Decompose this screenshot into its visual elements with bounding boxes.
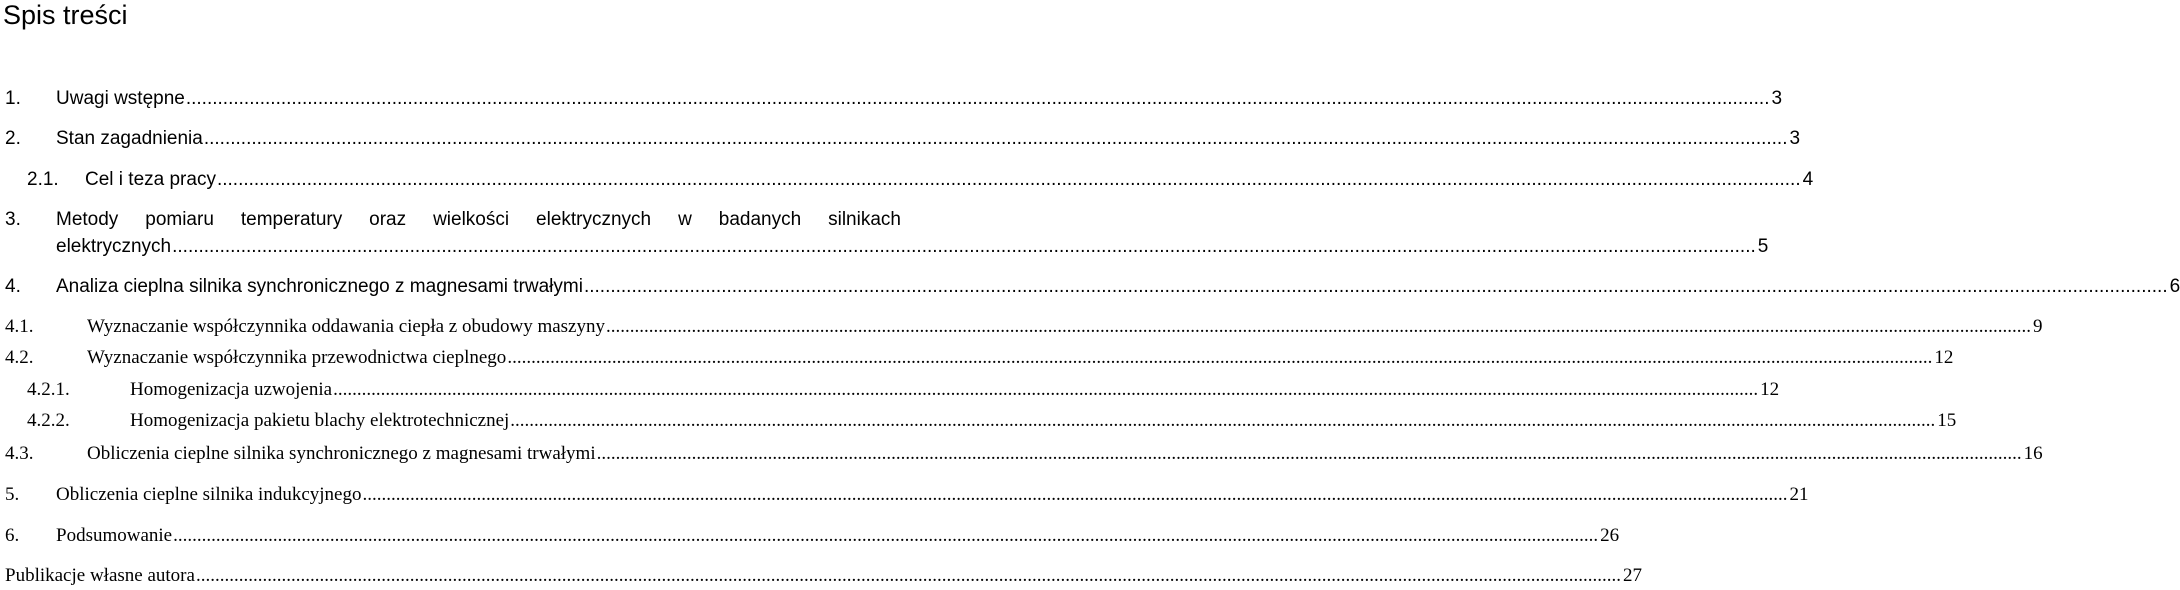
- toc-word: oraz: [369, 209, 407, 230]
- leader-dots: ............................................................................................................................................................................................................................................................................................................: [583, 276, 2168, 297]
- leader-dots: ............................................................................................................................................................................................................................................................................................................: [172, 236, 1756, 257]
- leader-dots: ............................................................................................................................................................................................................................................................................................................: [173, 525, 1599, 546]
- toc-entry-page: 12: [1760, 379, 1780, 400]
- toc-entry-page: 6: [2169, 276, 2180, 297]
- toc-entry-6[interactable]: [0, 525, 1620, 547]
- leader-dots: ............................................................................................................................................................................................................................................................................................................: [333, 379, 1759, 400]
- leader-dots: ............................................................................................................................................................................................................................................................................................................: [203, 128, 1788, 149]
- toc-word: silnikach: [828, 209, 901, 230]
- toc-entry-page: 3: [1789, 128, 1801, 149]
- toc-entry-4[interactable]: [0, 276, 2180, 298]
- toc-entry-page: 15: [1937, 410, 1957, 431]
- toc-word: elektrycznych: [536, 209, 652, 230]
- toc-entry-label: Publikacje własne autora: [5, 565, 195, 586]
- toc-entry-publications[interactable]: [0, 565, 1642, 587]
- toc-entry-number: 4.: [5, 276, 21, 297]
- page-title: Spis treści: [3, 0, 128, 30]
- toc-entry-page: 3: [1771, 88, 1783, 109]
- leader-dots: ............................................................................................................................................................................................................................................................................................................: [362, 484, 1788, 505]
- toc-entry-page: 12: [1934, 347, 1954, 368]
- leader-dots: ............................................................................................................................................................................................................................................................................................................: [606, 316, 2031, 337]
- toc-entry-number: 3.: [5, 209, 21, 230]
- toc-entry-number: 1.: [5, 88, 21, 109]
- toc-entry-number: 2.1.: [27, 169, 59, 190]
- toc-entry-label: Homogenizacja pakietu blachy elektrotechnicznej: [130, 410, 510, 431]
- leader-dots: ............................................................................................................................................................................................................................................................................................................: [507, 347, 1933, 368]
- toc-word: Metody: [56, 209, 119, 230]
- toc-word: temperatury: [240, 209, 343, 230]
- toc-entry-number: 5.: [5, 484, 20, 505]
- toc-entry-label: Cel i teza pracy: [85, 169, 216, 190]
- leader-dots: ............................................................................................................................................................................................................................................................................................................: [510, 410, 1936, 431]
- toc-entry-page: 5: [1757, 236, 1769, 257]
- toc-entry-label: Obliczenia cieplne silnika indukcyjnego: [56, 484, 362, 505]
- toc-entry-4-2[interactable]: [0, 347, 1954, 369]
- toc-word: pomiaru: [145, 209, 214, 230]
- toc-entry-3[interactable]: [0, 236, 1769, 258]
- toc-entry-label: Podsumowanie: [56, 525, 173, 546]
- toc-entry-number: 4.2.: [5, 347, 34, 368]
- toc-entry-page: 26: [1600, 525, 1620, 546]
- leader-dots: ............................................................................................................................................................................................................................................................................................................: [216, 169, 1801, 190]
- toc-word: badanych: [718, 209, 802, 230]
- toc-entry-label: Obliczenia cieplne silnika synchronicznego z magnesami trwałymi: [87, 443, 596, 464]
- toc-entry-number: 4.3.: [5, 443, 34, 464]
- toc-entry-1[interactable]: [0, 88, 1783, 110]
- leader-dots: ............................................................................................................................................................................................................................................................................................................: [596, 443, 2022, 464]
- toc-entry-label: Uwagi wstępne: [56, 88, 185, 109]
- toc-entry-page: 4: [1802, 169, 1814, 190]
- leader-dots: ............................................................................................................................................................................................................................................................................................................: [185, 88, 1770, 109]
- toc-entry-page: 16: [2023, 443, 2043, 464]
- toc-entry-4-2-2[interactable]: [0, 410, 1957, 432]
- toc-entry-number: 4.2.2.: [27, 410, 70, 431]
- toc-entry-4-3[interactable]: [0, 443, 2043, 465]
- leader-dots: ............................................................................................................................................................................................................................................................................................................: [195, 565, 1621, 586]
- toc-entry-number: 6.: [5, 525, 20, 546]
- toc-entry-label: elektrycznych: [56, 236, 172, 257]
- toc-entry-3-number: [0, 209, 60, 231]
- toc-word: wielkości: [433, 209, 510, 230]
- toc-entry-number: 4.1.: [5, 316, 34, 337]
- toc-entry-4-1[interactable]: [0, 316, 2043, 338]
- toc-entry-number: 2.: [5, 128, 21, 149]
- toc-entry-page: 9: [2033, 316, 2043, 337]
- toc-entry-label: Stan zagadnienia: [56, 128, 203, 149]
- toc-entry-number: 4.2.1.: [27, 379, 70, 400]
- toc-entry-page: 21: [1789, 484, 1809, 505]
- toc-entry-5[interactable]: [0, 484, 1809, 506]
- toc-entry-label: Homogenizacja uzwojenia: [130, 379, 333, 400]
- toc-entry-label: Wyznaczanie współczynnika oddawania ciepła z obudowy maszyny: [87, 316, 605, 337]
- toc-word: w: [678, 209, 692, 230]
- toc-entry-2[interactable]: [0, 128, 1801, 150]
- toc-entry-label: Analiza cieplna silnika synchronicznego z magnesami trwałymi: [56, 276, 583, 297]
- toc-entry-page: 27: [1622, 565, 1642, 586]
- toc-entry-3-line1[interactable]: [56, 209, 901, 231]
- toc-entry-4-2-1[interactable]: [0, 379, 1780, 401]
- toc-entry-label: Wyznaczanie współczynnika przewodnictwa cieplnego: [87, 347, 507, 368]
- toc-entry-2-1[interactable]: [0, 169, 1814, 191]
